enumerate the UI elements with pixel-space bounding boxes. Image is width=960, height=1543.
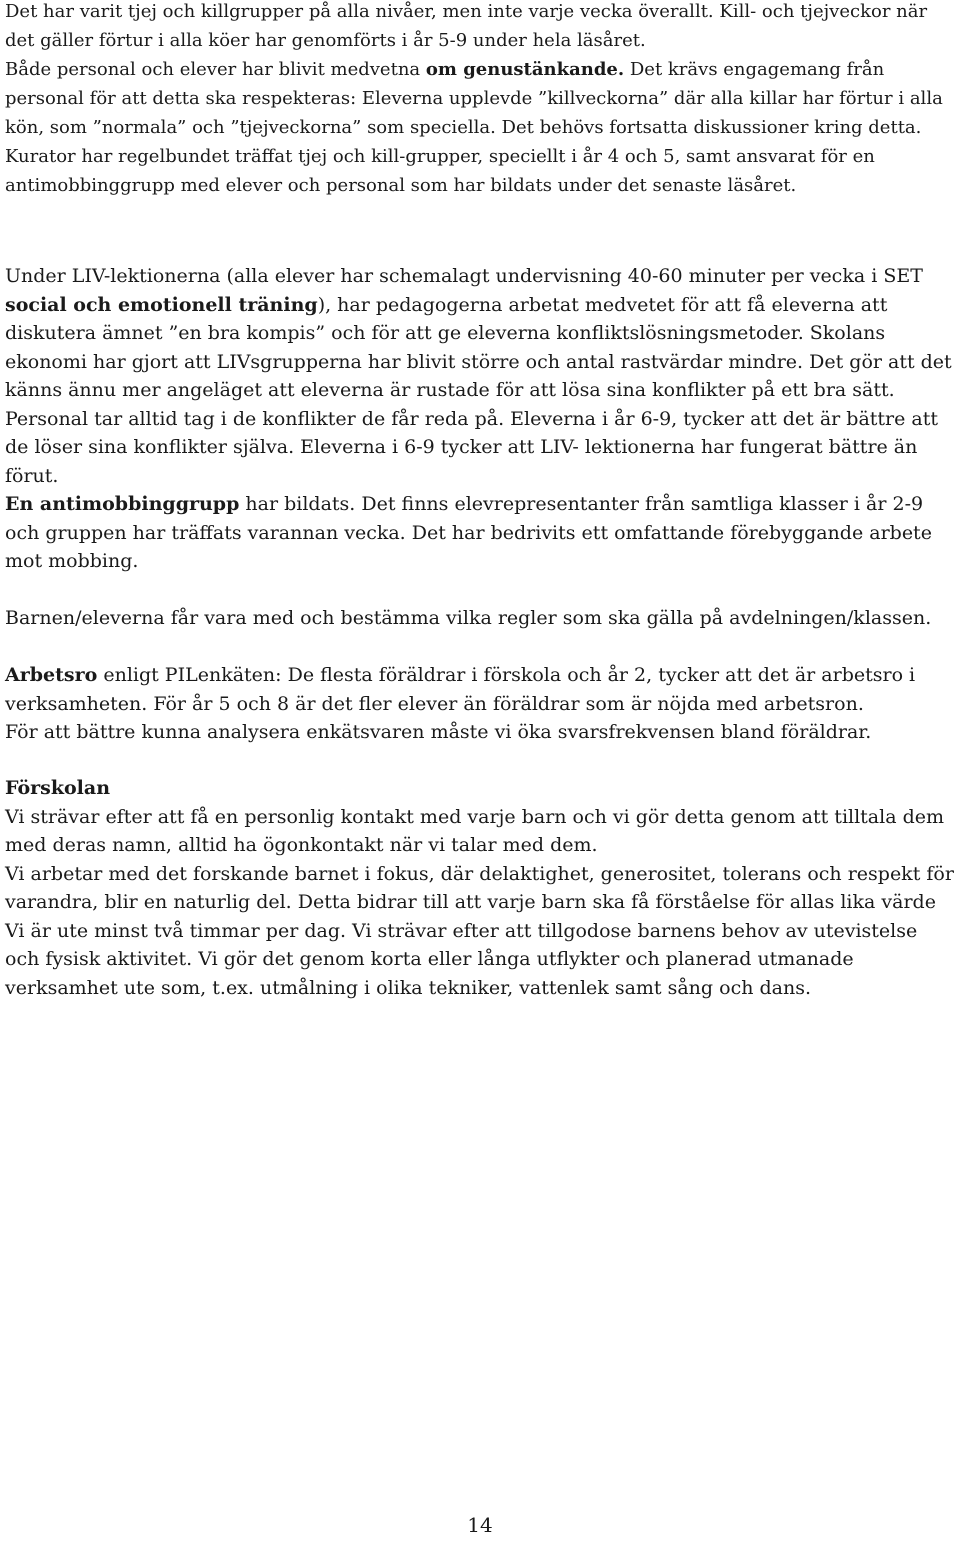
paragraph-rules [5,604,955,633]
section-heading [5,774,955,803]
text-span: Det krävs engagemang från personal för att detta ska respekteras: Eleverna upplevde ”killveckorna” där alla killar har förtur i alla kön, som ”normala” och ”tjejveckorna” som speciella. Det behövs fortsatta diskussioner kring detta. Kurator har regelbundet träffat tjej och kill-grupper, speciellt i år 4 och 5, samt ansvarat för en antimobbinggrupp med elever och personal som har bildats under det senaste läsåret. [5,59,943,196]
bold-term: social och emotionell träning [5,293,318,316]
page-number: 14 [467,1513,493,1537]
bold-term: om genustänkande. [425,59,625,80]
paragraph-liv-lessons [5,262,955,490]
heading-text: Förskolan [5,777,111,799]
text-span: Både personal och elever har blivit medvetna [5,59,426,80]
text-line: Barnen/eleverna får vara med och bestämma vilka regler som ska gälla på avdelningen/klassen. [5,607,932,629]
text-span: ), har pedagogerna arbetat medvetet för att få eleverna att diskutera ämnet ”en bra kompis” och för att ge eleverna konfliktslösningsmetoder. Skolans ekonomi har gjort att LIVsgrupperna har blivit större och antal rastvärdar mindre. Det gör att det känns ännu mer angeläget att eleverna är rustade för att lösa sina konflikter på ett bra sätt. Personal tar alltid tag i de konflikter de får reda på. Eleverna i år 6-9, tycker att det är bättre att de löser sina konflikter själva. Eleverna i 6-9 tycker att LIV- lektionerna har fungerat bättre än förut. [5,293,952,487]
text-line: Vi strävar efter att få en personlig kontakt med varje barn och vi gör detta genom att tilltala dem med deras namn, alltid ha ögonkontakt när vi talar med dem. [5,805,945,856]
text-line [5,490,955,576]
section-preschool [5,774,955,1002]
bold-term: En antimobbinggrupp [5,493,240,515]
text-line [5,55,955,200]
text-line [5,661,955,718]
text-line [5,0,955,55]
paragraph-gender-groups [5,0,955,200]
paragraph-antibullying-group [5,490,955,576]
bold-term: Arbetsro [5,664,98,686]
text-span: har bildats. Det finns elevrepresentanter från samtliga klasser i år 2-9 och gruppen har träffats varannan vecka. Det har bedrivits ett omfattande förebyggande arbete mot mobbing. [5,493,932,572]
text-span: enligt PILenkäten: De flesta föräldrar i förskola och år 2, tycker att det är arbetsro i verksamheten. För år 5 och 8 är det fler elever än föräldrar som är nöjda med arbetsron. [5,664,916,715]
paragraph-work-peace [5,661,955,747]
text-line: Vi är ute minst två timmar per dag. Vi strävar efter att tillgodose barnens behov av utevistelse och fysisk aktivitet. Vi gör det genom korta eller långa utflykter och planerad utmanade verksamhet ute som, t.ex. utmålning i olika tekniker, vattenlek samt sång och dans. [5,919,918,999]
text-line: Vi arbetar med det forskande barnet i fokus, där delaktighet, generositet, tolerans och respekt för varandra, blir en naturlig del. Detta bidrar till att varje barn ska få förståelse för allas lika värde [5,862,954,913]
text-span: Det har varit tjej och killgrupper på alla nivåer, men inte varje vecka överallt. Kill- och tjejveckor när det gäller förtur i alla köer har genomförts i år 5-9 under hela läsåret. [5,1,928,51]
text-line [5,262,955,490]
text-line: För att bättre kunna analysera enkätsvaren måste vi öka svarsfrekvensen bland föräldrar. [5,721,872,743]
text-span: Under LIV-lektionerna (alla elever har schemalagt undervisning 40-60 minuter per vecka i SET [5,265,923,287]
